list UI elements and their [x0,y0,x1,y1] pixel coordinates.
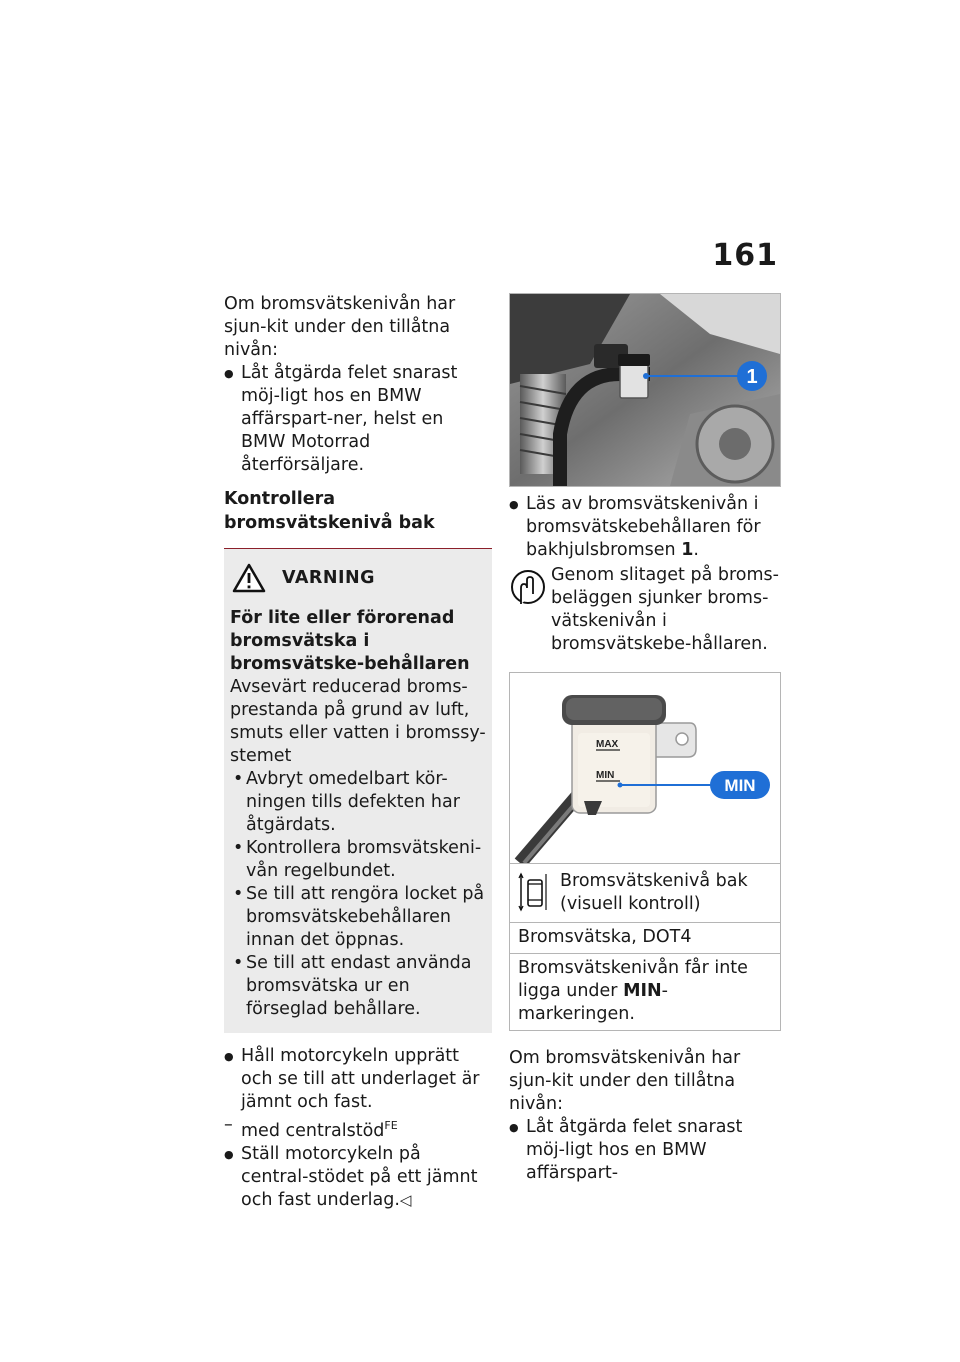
dash-text: med centralstöd [241,1120,385,1141]
spec-row [510,953,780,1030]
callout-number: 1 [746,366,758,388]
spec-row: Bromsvätska, DOT4 [510,922,780,953]
warning-item: • Avbryt omedelbart kör-ningen tills defekten har åtgärdats. [230,768,486,837]
spec-title: Bromsvätskenivå bak (visuell kontroll) [560,871,748,914]
warning-header [232,563,486,593]
reservoir-level-photo [509,672,781,864]
spec-row-text: Bromsvätskenivån får inte ligga under [518,958,748,1001]
intro-text: Om bromsvätskenivån har sjun-kit under den tillåtna nivån: [224,294,456,360]
warning-item: • Kontrollera bromsvätskeni-vån regelbundet. [230,837,486,883]
bullet-item [509,493,781,562]
fluid-level-icon [518,870,548,914]
bullet-end: . [693,540,699,560]
left-column [224,293,492,1212]
warning-subtitle: För lite eller förorenad bromsvätska i bromsvätske-behållaren [230,608,470,674]
spec-row-end: -markeringen. [518,981,668,1024]
note-text: Genom slitaget på broms-beläggen sjunker broms-vätskenivån i bromsvätskebe-hållaren. [551,565,779,654]
bullet-item [224,1143,492,1212]
brake-reservoir-photo [509,293,781,487]
end-mark-icon: ◁ [399,1190,412,1209]
note-block [509,564,781,656]
bullet-item: ● Låt åtgärda felet snarast möj-ligt hos en BMW affärspart-ner, helst en BMW Motorrad återförsäljare. [224,362,492,477]
warning-item: • Se till att endast använda bromsvätska ur en förseglad behållare. [230,952,486,1021]
bullet-text: Ställ motorcykeln på central-stödet på ett jämnt och fast underlag. [241,1143,478,1210]
section-heading: Kontrollera bromsvätskenivå bak [224,489,435,533]
spec-header [510,864,780,922]
outro-text: Om bromsvätskenivån har sjun-kit under den tillåtna nivån: [509,1048,741,1114]
right-column [509,293,781,1185]
min-label: MIN [596,770,615,781]
bullet-ref: 1 [681,540,694,560]
warning-title: VARNING [282,567,376,588]
spec-table [509,864,781,1031]
min-callout: MIN [724,776,756,795]
max-label: MAX [596,739,619,750]
warning-item: • Se till att rengöra locket på bromsvätskebehållaren innan det öppnas. [230,883,486,952]
reservoir-illustration [510,673,780,863]
bullet-text: Läs av bromsvätskenivån i bromsvätskebehållaren för bakhjulsbromsen [526,494,761,560]
bullet-item: ● Låt åtgärda felet snarast möj-ligt hos en BMW affärspart- [509,1116,781,1185]
hand-note-icon [509,566,549,610]
page-number: 161 [712,238,778,273]
spec-row-bold: MIN [623,981,662,1001]
warning-text: Avsevärt reducerad broms-prestanda på grund av luft, smuts eller vatten i bromssy-stemet [230,677,486,766]
warning-triangle-icon [232,563,266,593]
dash-item [224,1114,492,1143]
bullet-item: ● Håll motorcykeln upprätt och se till att underlaget är jämnt och fast. [224,1045,492,1114]
warning-box [224,549,492,1033]
motorcycle-detail-illustration [510,294,780,486]
dash-superscript: FE [384,1119,398,1132]
